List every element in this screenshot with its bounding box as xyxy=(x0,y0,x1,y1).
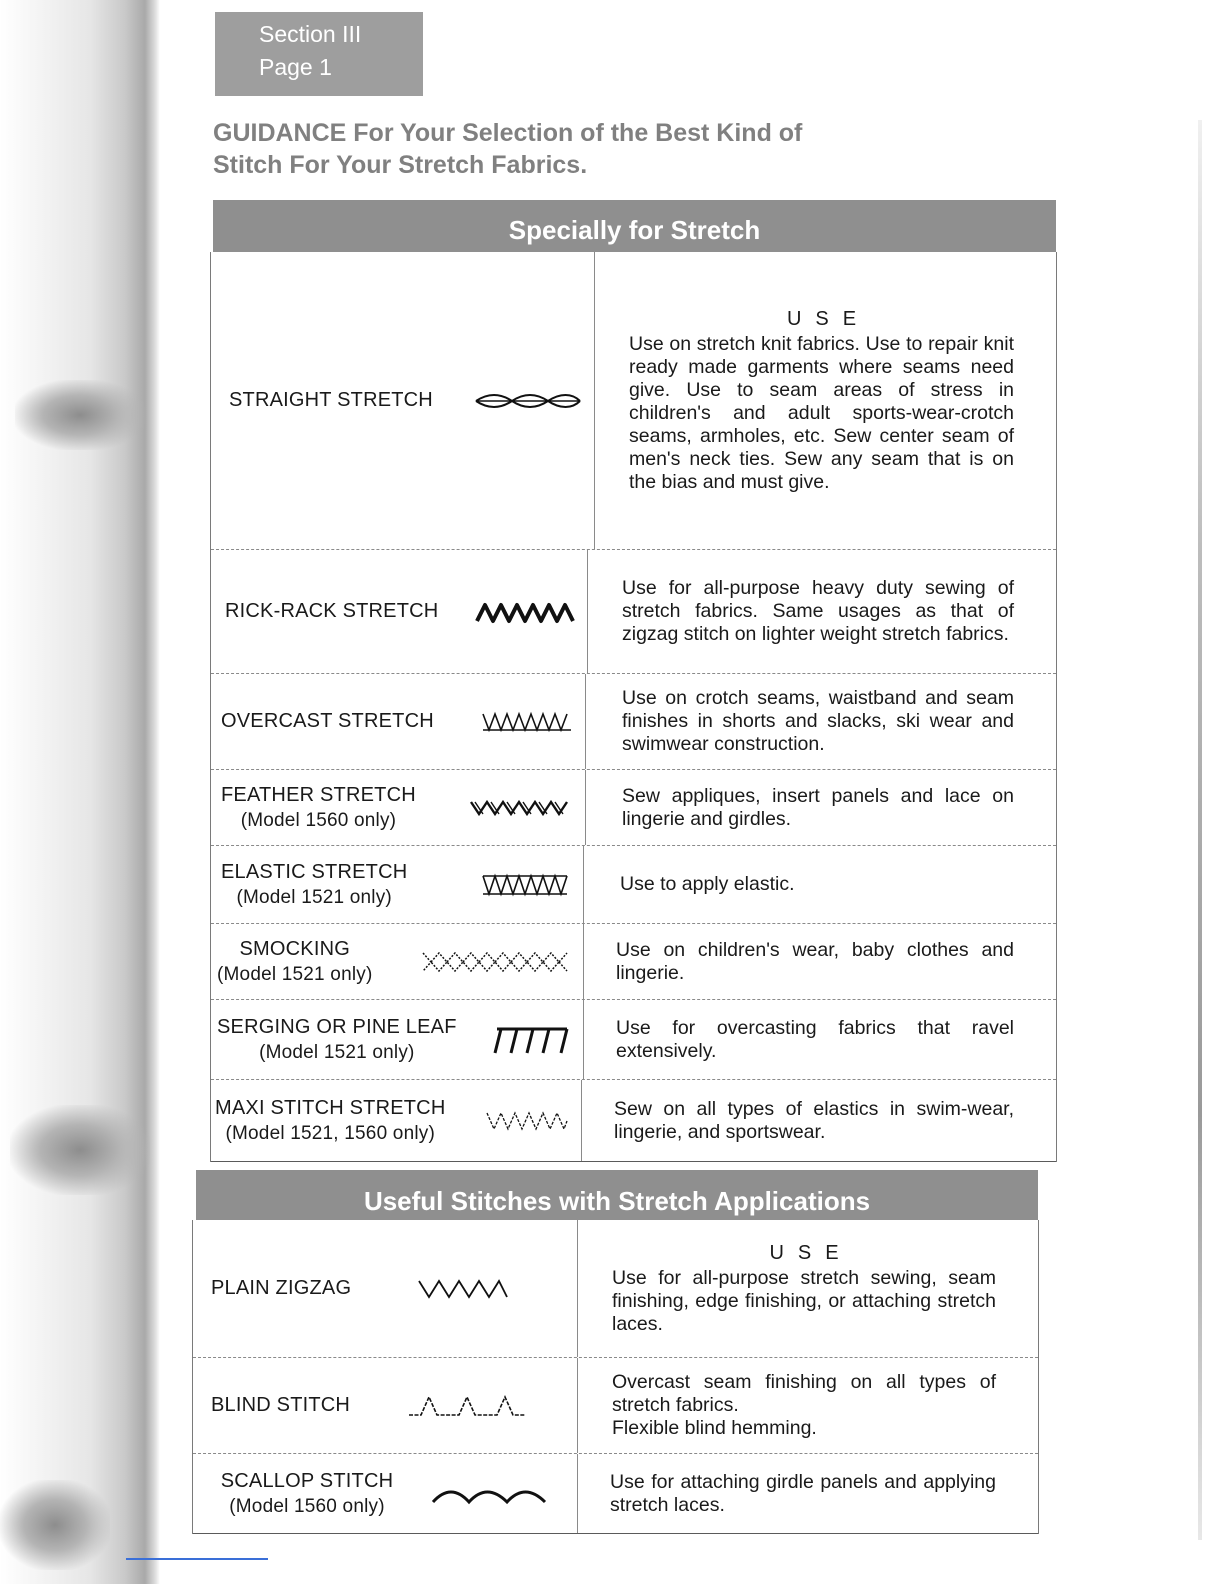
page-title-line1: GUIDANCE For Your Selection of the Best Kind of xyxy=(213,119,803,147)
page-edge xyxy=(1198,120,1202,1540)
straight-stretch-stitch-icon xyxy=(474,391,582,411)
smocking-stitch-icon xyxy=(421,949,571,975)
stitch-use: Use on stretch knit fabrics. Use to repair knit ready made garments where seams need give. Use to seam areas of stress in children's and adult sports-wear-crotch seams, armholes, etc. Sew center seam of men's neck ties. Sew any seam that is on the bias and must give. xyxy=(629,332,1014,493)
stitch-use-cell xyxy=(578,1454,1038,1533)
table-row xyxy=(211,252,1056,550)
stitch-name-block xyxy=(221,860,407,910)
stitch-name: PLAIN ZIGZAG xyxy=(211,1277,352,1299)
maxi-stitch-icon xyxy=(485,1109,569,1133)
stitch-use: Use on crotch seams, waistband and seam finishes in shorts and slacks, ski wear and swimwear construction. xyxy=(622,687,1014,755)
scan-smudge xyxy=(0,1480,110,1570)
table-row xyxy=(211,770,1056,846)
stitch-use-cell xyxy=(582,1080,1056,1161)
stitch-use-cell xyxy=(588,550,1056,673)
stitch-use-cell xyxy=(595,252,1056,549)
table1 xyxy=(210,252,1057,1162)
table-row xyxy=(211,550,1056,674)
stitch-name: OVERCAST STRETCH xyxy=(221,710,434,732)
stitch-name: MAXI STITCH STRETCH xyxy=(215,1096,446,1119)
stitch-use: Use for all-purpose heavy duty sewing of stretch fabrics. Same usages as that of zigzag stitch on lighter weight stretch fabrics. xyxy=(622,577,1014,645)
stitch-use-line: Overcast seam finishing on all types of stretch fabrics. xyxy=(612,1371,996,1416)
table-row xyxy=(193,1358,1038,1454)
scallop-stitch-icon xyxy=(431,1482,547,1506)
page-title-line2: Stitch For Your Stretch Fabrics. xyxy=(213,151,588,179)
scan-smudge xyxy=(15,380,145,450)
stitch-name-block xyxy=(221,783,416,833)
stitch-use-cell xyxy=(586,770,1056,845)
stitch-use xyxy=(612,1371,996,1440)
stitch-name-cell xyxy=(211,252,594,549)
stitch-name-block xyxy=(207,1469,407,1519)
stitch-use: Use for all-purpose stretch sewing, seam finishing, edge finishing, or attaching stretch laces. xyxy=(612,1266,996,1335)
stitch-use: Use on children's wear, baby clothes and lingerie. xyxy=(616,938,1014,984)
stitch-use-cell xyxy=(586,674,1056,769)
stitch-name: BLIND STITCH xyxy=(211,1394,351,1416)
zigzag-stitch-icon xyxy=(417,1277,509,1301)
serging-stitch-icon xyxy=(491,1025,571,1055)
elastic-stitch-icon xyxy=(479,873,571,897)
stitch-model-note: (Model 1560 only) xyxy=(229,1495,385,1517)
stitch-name: RICK-RACK STRETCH xyxy=(225,600,439,622)
stitch-name-cell xyxy=(211,550,587,673)
table-row xyxy=(211,674,1056,770)
table-row xyxy=(211,1000,1056,1080)
stitch-name-block xyxy=(215,1096,445,1146)
stitch-name: ELASTIC STRETCH xyxy=(221,860,408,883)
stitch-use-line: Flexible blind hemming. xyxy=(612,1417,817,1439)
table-row xyxy=(211,1080,1056,1162)
overcast-stitch-icon xyxy=(481,711,573,733)
stitch-model-note: (Model 1521 only) xyxy=(259,1041,415,1063)
stitch-name-cell xyxy=(211,1000,583,1079)
stitch-name: SERGING OR PINE LEAF xyxy=(217,1015,457,1038)
table2-title: Useful Stitches with Stretch Applications xyxy=(363,1186,871,1216)
stitch-model-note: (Model 1521 only) xyxy=(236,886,392,908)
stitch-use-cell xyxy=(578,1220,1038,1357)
table-row xyxy=(211,924,1056,1000)
stitch-name-block xyxy=(217,1015,457,1065)
stitch-model-note: (Model 1521, 1560 only) xyxy=(225,1122,435,1144)
stitch-name-cell xyxy=(193,1454,577,1533)
blind-stitch-icon xyxy=(407,1393,527,1419)
stitch-name: FEATHER STRETCH xyxy=(221,783,416,806)
stitch-model-note: (Model 1521 only) xyxy=(217,963,373,985)
stitch-name: SMOCKING xyxy=(239,937,350,960)
stitch-name-cell xyxy=(211,770,585,845)
section-label: Section III xyxy=(259,21,362,47)
table-row xyxy=(211,846,1056,924)
rick-rack-stitch-icon xyxy=(475,599,575,625)
stitch-name-block xyxy=(217,937,372,987)
feather-stitch-icon xyxy=(469,796,573,820)
stitch-model-note: (Model 1560 only) xyxy=(240,809,397,831)
stitch-use-cell xyxy=(584,846,1056,923)
stitch-name: SCALLOP STITCH xyxy=(220,1469,394,1492)
stitch-use: Use for attaching girdle panels and applying stretch laces. xyxy=(610,1470,996,1516)
stitch-name-cell xyxy=(211,846,583,923)
scan-mark-line xyxy=(126,1558,268,1560)
stitch-use: Sew appliques, insert panels and lace on lingerie and girdles. xyxy=(622,784,1014,830)
scan-smudge xyxy=(10,1105,150,1195)
stitch-name-cell xyxy=(193,1220,577,1357)
stitch-name-cell xyxy=(193,1358,577,1453)
stitch-name-cell xyxy=(211,1080,581,1161)
table1-title: Specially for Stretch xyxy=(508,215,761,245)
stitch-use: Sew on all types of elastics in swim-wear, lingerie, and sportswear. xyxy=(614,1097,1014,1143)
table-row xyxy=(193,1220,1038,1358)
page-title xyxy=(213,117,973,181)
stitch-use: Use to apply elastic. xyxy=(620,873,795,895)
stitch-use-cell xyxy=(584,1000,1056,1079)
section-badge xyxy=(215,12,423,96)
stitch-name: STRAIGHT STRETCH xyxy=(229,389,433,411)
page-binding-shadow xyxy=(0,0,160,1584)
table-row xyxy=(193,1454,1038,1534)
use-heading: USE xyxy=(786,307,871,330)
stitch-use-cell xyxy=(578,1358,1038,1453)
stitch-use: Use for overcasting fabrics that ravel extensively. xyxy=(616,1016,1014,1062)
table2 xyxy=(192,1220,1039,1534)
table1-title-band xyxy=(213,200,1056,252)
stitch-use-cell xyxy=(584,924,1056,999)
page-label: Page 1 xyxy=(259,54,332,80)
stitch-name-cell xyxy=(211,924,583,999)
use-heading: USE xyxy=(769,1241,853,1264)
table2-title-band xyxy=(196,1170,1038,1220)
stitch-name-cell xyxy=(211,674,585,769)
